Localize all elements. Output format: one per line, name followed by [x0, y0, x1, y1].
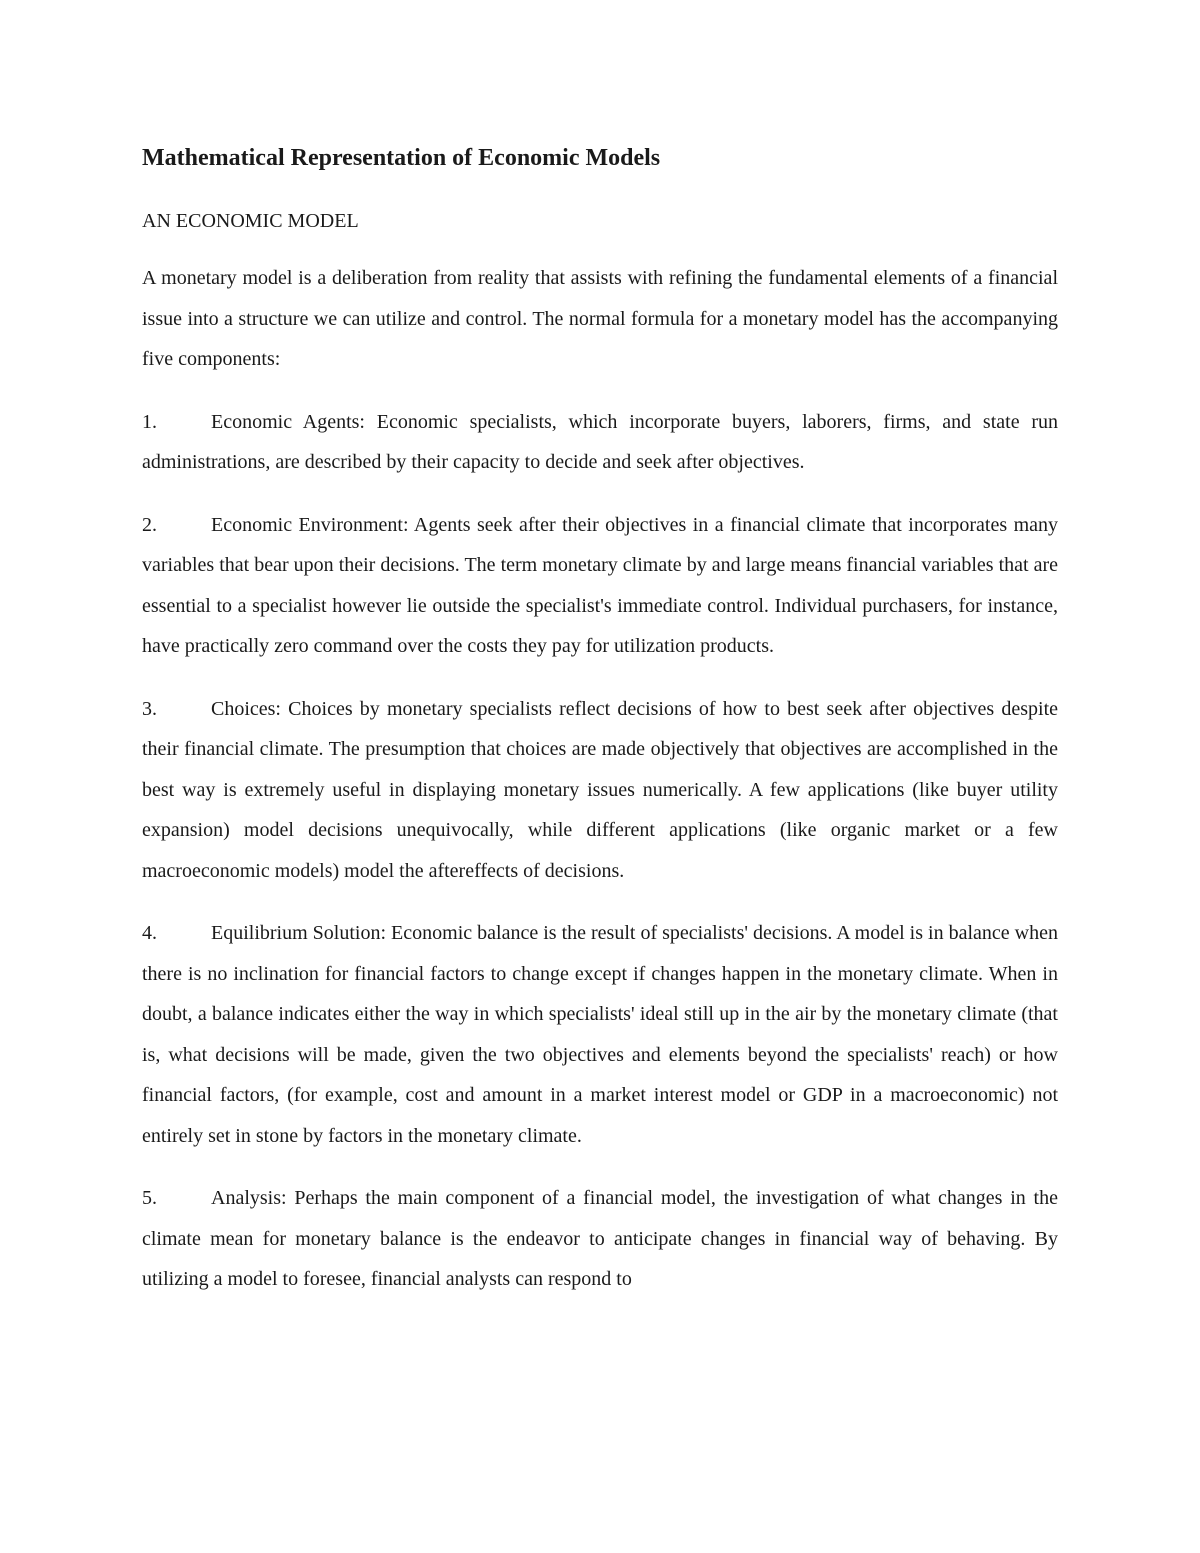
- document-title: Mathematical Representation of Economic Models: [142, 145, 661, 171]
- list-item-number: 2.: [142, 513, 157, 536]
- list-item: [142, 402, 1058, 483]
- list-item-text: Economic Agents: Economic specialists, which incorporate buyers, laborers, firms, and state run administrations, are described by their capacity to decide and seek after objectives.: [142, 410, 1058, 473]
- section-heading: AN ECONOMIC MODEL: [142, 210, 359, 232]
- intro-paragraph: A monetary model is a deliberation from reality that assists with refining the fundamental elements of a financial issue into a structure we can utilize and control. The normal formula for a monetary model has the accompanying five components:: [142, 267, 1058, 370]
- document-page: [142, 140, 1058, 1300]
- list-item-number: 5.: [142, 1187, 157, 1209]
- list-item-number: 1.: [142, 410, 157, 433]
- list-item-number: 4.: [142, 922, 157, 944]
- list-item-text: Equilibrium Solution: Economic balance is the result of specialists' decisions. A model is in balance when there is no inclination for financial factors to change except if changes happen in the monetary climate. When in doubt, a balance indicates either the way in which specialists' ideal still up in the air by the monetary climate (that is, what decisions will be made, given the two objectives and elements beyond the specialists' reach) or how financial factors, (for example, cost and amount in a market interest model or GDP in a macroeconomic) not entirely set in stone by factors in the monetary climate.: [142, 922, 1058, 1147]
- list-item: [142, 505, 1058, 667]
- list-item-number: 3.: [142, 697, 157, 720]
- list-item-text: Analysis: Perhaps the main component of a financial model, the investigation of what changes in the climate mean for monetary balance is the endeavor to anticipate changes in financial way of behaving. By utilizing a model to foresee, financial analysts can respond to: [142, 1187, 1058, 1290]
- list-item: [142, 913, 1058, 1156]
- list-item: [142, 1178, 1058, 1300]
- list-item-text: Choices: Choices by monetary specialists reflect decisions of how to best seek after objectives despite their financial climate. The presumption that choices are made objectively that objectives are accomplished in the best way is extremely useful in displaying monetary issues numerically. A few applications (like buyer utility expansion) model decisions unequivocally, while different applications (like organic market or a few macroeconomic models) model the aftereffects of decisions.: [142, 697, 1058, 882]
- list-item-text: Economic Environment: Agents seek after their objectives in a financial climate that incorporates many variables that bear upon their decisions. The term monetary climate by and large means financial variables that are essential to a specialist however lie outside the specialist's immediate control. Individual purchasers, for instance, have practically zero command over the costs they pay for utilization products.: [142, 513, 1058, 657]
- list-item: [142, 689, 1058, 892]
